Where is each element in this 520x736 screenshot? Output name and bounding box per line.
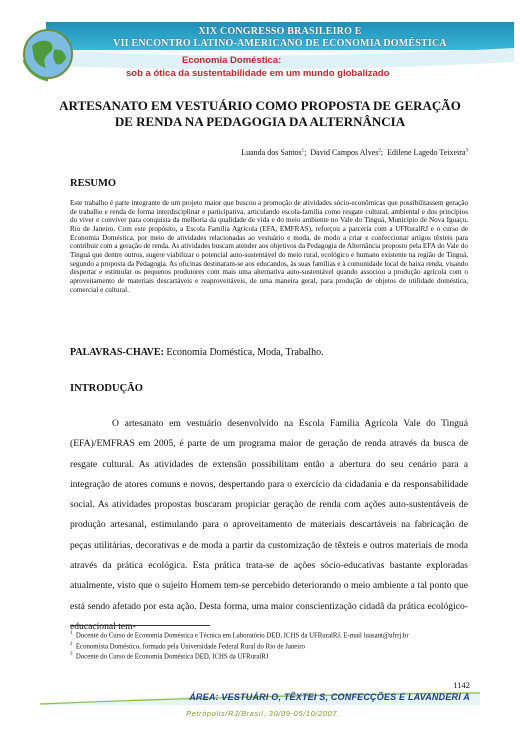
footnote-text: Docente do Curso de Economia Doméstica DED, ICHS da UFRuralRJ <box>75 653 269 661</box>
abstract-body <box>70 199 468 294</box>
footnote-item <box>70 641 470 652</box>
footer-area-label: ÁREA: VESTUÁRI O, TÊXTEI S, CONFECÇÕES E LAVANDERI A <box>189 692 470 702</box>
footnotes <box>70 630 470 662</box>
paper-title-line1: ARTESANATO EM VESTUÁRIO COMO PROPOSTA DE GERAÇÃO <box>59 98 461 113</box>
footnote-mark: 3 <box>70 652 73 658</box>
paper-title-line2: DE RENDA NA PEDAGOGIA DA ALTERNÂNCIA <box>114 114 406 129</box>
banner-title-line2: VII ENCONTRO LATINO-AMERICANO DE ECONOMIA DOMÉSTICA <box>113 38 447 49</box>
banner-subtitle-line1: Economia Doméstica: <box>182 55 282 66</box>
footer-place-date: Petrópolis/RJ/Brasil, 30/09-05/10/2007. <box>186 709 340 718</box>
author-name: David Campos Alves <box>310 148 379 157</box>
footnote-item <box>70 630 470 641</box>
intro-paragraph: O artesanato em vestuário desenvolvido na Escola Família Agrícola Vale do Tinguá (EFA)/EMFRAS em 2005, é parte de um programa maior de geração de renda através da busca de resgate cultural. As atividades de extensão possibilitam então a abertura do seu cenário para a integração de atores comuns e novos, despertando para o exercício da cidadania e da responsabilidade social. As atividades propostas buscaram propiciar geração de renda com ações auto-sustentáveis de produção artesanal, estimulando para o aproveitamento de materiais descartáveis na fabricação de peças utilitárias, decorativas e de moda a partir da customização de têxteis e outros materiais de moda através da prática ecológica. Esta prática trata-se de ações sócio-educativas bastante exploradas atualmente, visto que o sujeito Homem tem-se percebido deteriorando o meio ambiente a tal ponto que está sendo afetado por esta ação. Desta forma, uma maior conscientização cidadã da prática ecológico-educacional tem- <box>70 418 468 632</box>
abstract-paragraph: Este trabalho é parte integrante de um projeto maior que buscou a promoção de atividades sócio-econômicas que possibilitassem geração de trabalho e renda de forma interdisciplinar e participativa, articulando escola-família como resgate cultural, ambiental e dos princípios do viver e conviver para conquista da melhoria da qualidade de vida e do meio ambiente no Vale do Tinguá, Município de Nova Iguaçu, Rio de Janeiro. Com este propósito, a Escola Família Agrícola (EFA, EMFRAS), reforçou a parceria com a UFRuralRJ e o curso de Economia Doméstica, por meio de atividades relacionadas ao vestuário e moda, de modo a criar e confeccionar artigos têxteis para contribuir com a geração de renda. As atividades buscam atender aos objetivos da Pedagogia de Alternância proposto pela EFA do Vale do Tinguá que dentre outros, sugere viabilizar o potencial auto-sustentável do meio rural, ecológico e humano existente na região de Tinguá, segundo a proposta da Pedagogia. As oficinas destinaram-se aos educandos, às suas famílias e à comunidade local de baixa renda, visando despertar e estimular os pequenos produtores com mais uma alternativa auto-sustentável quando associou a produção agrícola com o aproveitamento de materiais descartáveis e reaproveitáveis, de uma maneira geral, para produção de objetos de utilidade doméstica, comercial e cultural. <box>70 199 468 294</box>
intro-body <box>70 414 468 640</box>
footnote-divider <box>70 625 210 626</box>
footnote-text: Economista Doméstico, formado pela Universidade Federal Rural do Rio de Janeiro <box>75 642 305 650</box>
keywords-text: Economia Doméstica, Moda, Trabalho. <box>166 347 324 358</box>
keywords-label: PALAVRAS-CHAVE: <box>70 347 164 358</box>
author-mark: 2 <box>378 148 381 154</box>
congress-banner <box>6 22 514 84</box>
footnote-mark: 2 <box>70 641 73 647</box>
author-mark: 3 <box>465 148 468 154</box>
intro-heading: INTRODUÇÃO <box>70 383 143 394</box>
keywords-line <box>70 347 324 358</box>
page-number: 1142 <box>453 680 470 690</box>
footnote-mark: 1 <box>70 631 73 636</box>
author-list: Luanda dos Santos$^1$; David Campos Alves$^2$; Edilene Lagedo Teixeira$^3$ <box>241 148 468 157</box>
author-mark: 1 <box>301 148 305 154</box>
footnote-text: Docente do Curso de Economia Doméstica e Técnica em Laboratório DED, ICHS da UFRuralRJ, E-mail luasant@ufrrj.br <box>75 632 409 640</box>
abstract-heading: RESUMO <box>70 178 117 189</box>
author-name: Edilene Lagedo Teixeira <box>387 148 466 157</box>
author-name: Luanda dos Santos <box>241 148 302 157</box>
footnote-item <box>70 651 470 662</box>
banner-title-line1: XIX CONGRESSO BRASILEIRO E <box>198 26 362 37</box>
banner-subtitle-line2: sob a ótica da sustentabilidade em um mundo globalizado <box>126 68 390 79</box>
paper-title <box>40 98 480 130</box>
